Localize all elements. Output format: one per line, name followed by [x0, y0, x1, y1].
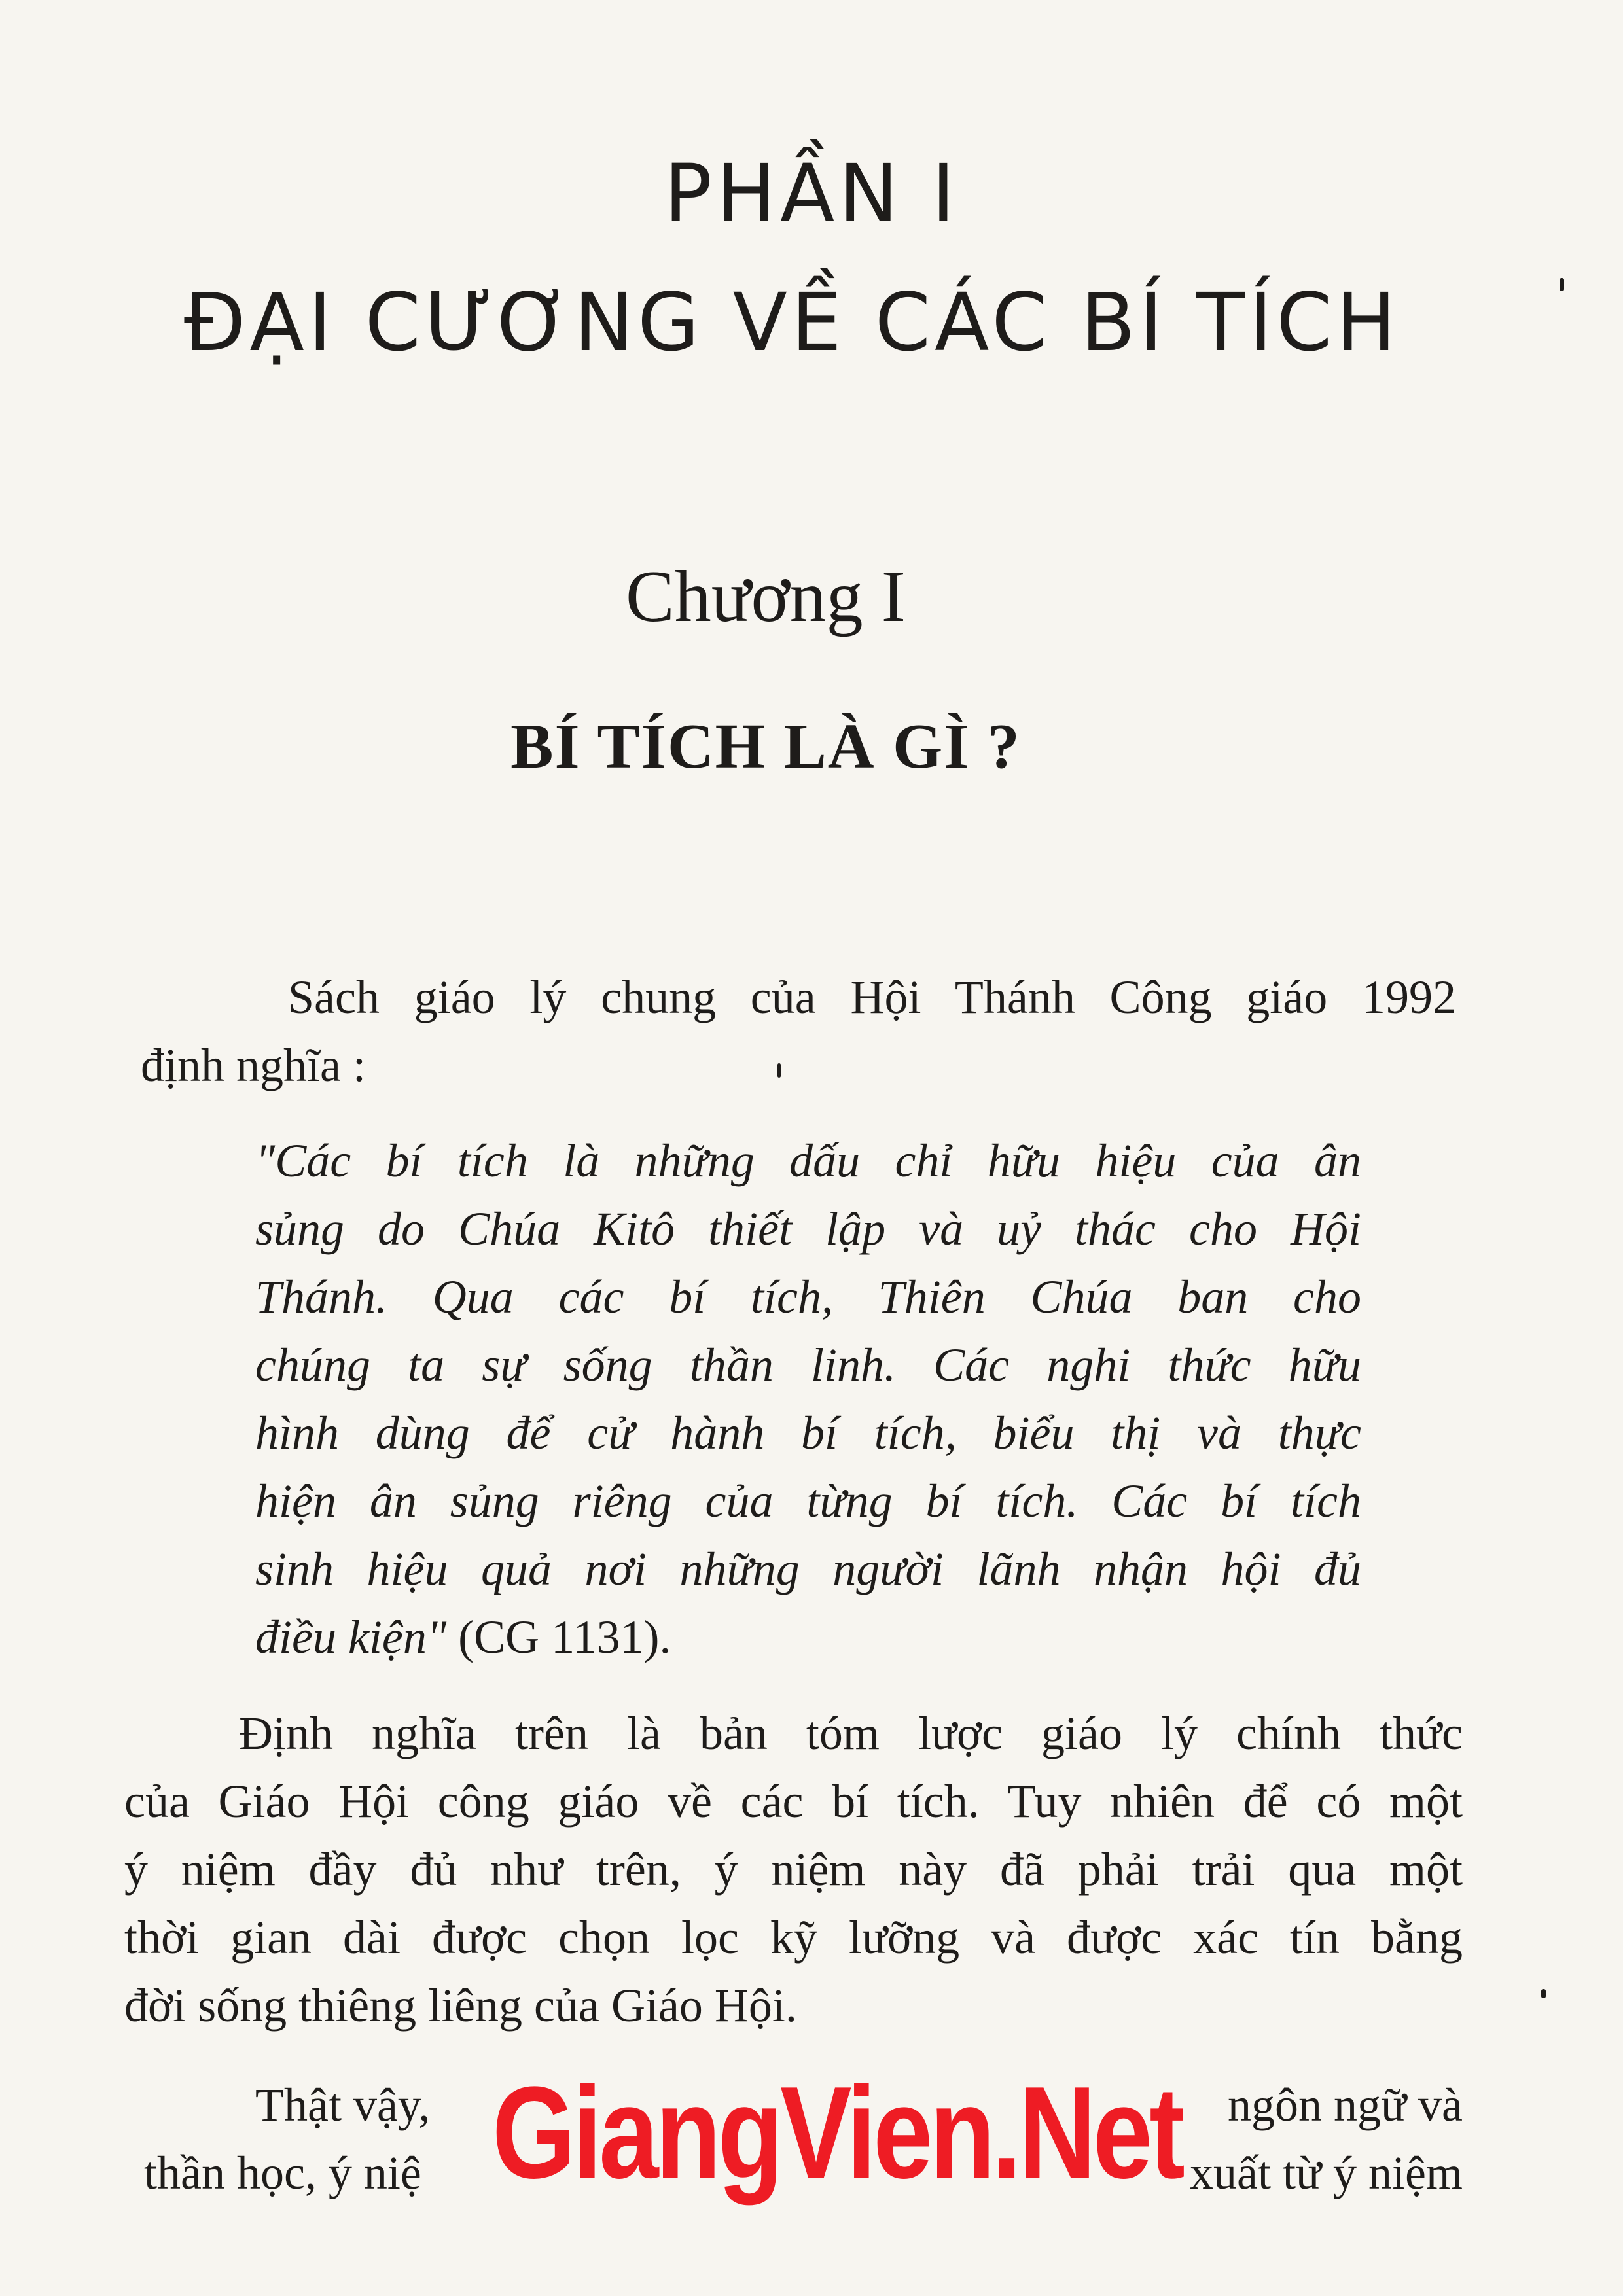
text-line: của Giáo Hội công giáo về các bí tích. Tuy nhiên để có một — [124, 1775, 1463, 1828]
body-paragraph — [124, 1699, 1463, 2040]
chapter-label: Chương I — [626, 556, 906, 637]
line-start: thần học, ý niệ — [144, 2147, 421, 2199]
part-heading: PHẦN I — [664, 147, 959, 240]
quote-line: sủng do Chúa Kitô thiết lập và uỷ thác cho Hội — [255, 1203, 1361, 1255]
text-line: đời sống thiêng liêng của Giáo Hội. — [124, 1979, 797, 2032]
text-line: Định nghĩa trên là bản tóm lược giáo lý chính thức — [239, 1707, 1463, 1759]
line-start: Thật vậy, — [255, 2079, 431, 2131]
line-end: ngôn ngữ và — [1228, 2079, 1463, 2131]
quote-line — [255, 1603, 1361, 1671]
chapter-title: BÍ TÍCH LÀ GÌ ? — [510, 711, 1021, 782]
text-line: ý niệm đầy đủ như trên, ý niệm này đã phải trải qua một — [124, 1843, 1463, 1896]
text-line: định nghĩa : — [141, 1039, 366, 1091]
line-end: xuất từ ý niệm — [1190, 2147, 1463, 2199]
scan-speck — [1560, 278, 1564, 291]
intro-paragraph — [141, 963, 1456, 1099]
scan-speck — [1541, 1989, 1546, 1998]
definition-quote — [255, 1127, 1361, 1671]
text-line: thời gian dài được chọn lọc kỹ lưỡng và được xác tín bằng — [124, 1911, 1463, 1964]
quote-line: sinh hiệu quả nơi những người lãnh nhận hội đủ — [255, 1543, 1361, 1595]
text-line: Sách giáo lý chung của Hội Thánh Công giáo 1992 — [288, 971, 1456, 1023]
quote-line: hiện ân sủng riêng của từng bí tích. Các bí tích — [255, 1475, 1361, 1527]
scan-speck — [777, 1063, 781, 1078]
quote-line: chúng ta sự sống thần linh. Các nghi thức hữu — [255, 1339, 1361, 1391]
quote-line: hình dùng để cử hành bí tích, biểu thị và thực — [255, 1407, 1361, 1459]
citation: (CG 1131). — [446, 1611, 671, 1663]
quote-line: "Các bí tích là những dấu chỉ hữu hiệu của ân — [255, 1135, 1361, 1187]
quote-last-words: điều kiện" — [255, 1611, 447, 1663]
quote-line: Thánh. Qua các bí tích, Thiên Chúa ban cho — [255, 1271, 1361, 1323]
part-title: ĐẠI CƯƠNG VỀ CÁC BÍ TÍCH — [183, 276, 1400, 369]
watermark-logo: GiangVien.Net — [492, 2060, 1182, 2206]
